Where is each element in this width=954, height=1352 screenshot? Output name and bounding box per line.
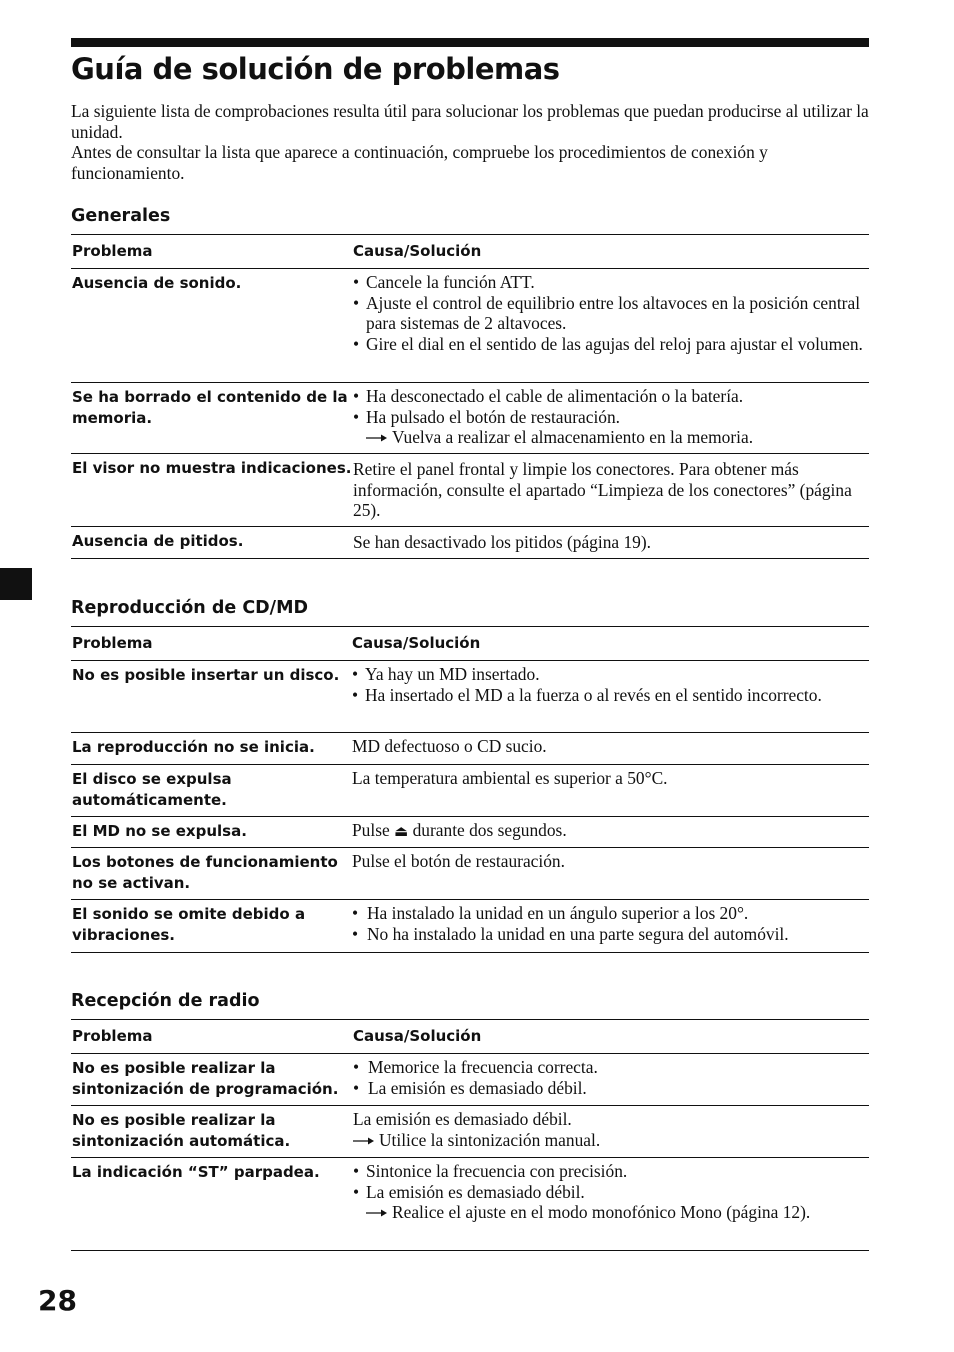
page-number: 28 (38, 1284, 77, 1317)
arrow-text: Realice el ajuste en el modo monofónico Mono (página 12). (392, 1202, 811, 1222)
problem-cell: Ausencia de sonido. (72, 274, 242, 292)
solution-cell (352, 817, 869, 847)
solution-bullet: • Sintonice la frecuencia con precisión. (353, 1161, 869, 1182)
solution-cell: Se han desactivado los pitidos (página 19). (353, 532, 651, 552)
solution-arrow-line (353, 1202, 869, 1223)
solution-bullet: • Ha pulsado el botón de restauración. (353, 407, 869, 428)
solution-bullet: • La emisión es demasiado débil. (353, 1182, 869, 1203)
table-row (71, 1158, 869, 1251)
section-title: Recepción de radio (71, 991, 260, 1011)
header-solution: Causa/Solución (353, 1027, 482, 1045)
solution-bullet: • Ha instalado la unidad en un ángulo superior a los 20°. (352, 903, 869, 924)
problem-cell: El sonido se omite debido a vibraciones. (72, 905, 306, 944)
problem-cell: El disco se expulsa automáticamente. (72, 770, 232, 809)
table-row (71, 383, 869, 454)
problem-cell: No es posible insertar un disco. (72, 666, 340, 684)
problem-cell: Los botones de funcionamiento no se activan. (72, 853, 338, 892)
arrow-text: Vuelva a realizar el almacenamiento en la memoria. (392, 427, 754, 447)
table-header-row (71, 627, 869, 661)
problem-cell: La indicación “ST” parpadea. (72, 1163, 320, 1181)
solution-bullet: • Cancele la función ATT. (353, 272, 869, 293)
solution-arrow-line (353, 427, 869, 448)
solution-text: La emisión es demasiado débil. (353, 1109, 572, 1129)
header-solution: Causa/Solución (352, 634, 481, 652)
solution-bullet: • Ajuste el control de equilibrio entre los altavoces en la posición central para sistemas de 2 altavoces. (353, 293, 869, 334)
table-header-row (71, 1020, 869, 1054)
solution-arrow-line (353, 1130, 869, 1151)
header-problem: Problema (72, 1027, 153, 1045)
solution-cell (353, 1106, 869, 1157)
table-row (71, 765, 869, 817)
header-problem: Problema (72, 242, 153, 260)
solution-cell: MD defectuoso o CD sucio. (352, 736, 547, 756)
troubleshooting-table (71, 234, 869, 559)
table-row (71, 848, 869, 900)
page-title: Guía de solución de problemas (71, 52, 560, 86)
section-reproduccion (71, 597, 869, 953)
solution-cell: La temperatura ambiental es superior a 50°C. (352, 768, 668, 788)
solution-bullet: • Gire el dial en el sentido de las agujas del reloj para ajustar el volumen. (353, 334, 869, 355)
right-arrow-icon (366, 1202, 392, 1223)
table-row (71, 1106, 869, 1158)
problem-cell: El visor no muestra indicaciones. (72, 459, 352, 477)
table-row (71, 733, 869, 765)
table-row (71, 900, 869, 953)
solution-cell (353, 1158, 869, 1250)
troubleshooting-table (71, 626, 869, 953)
arrow-text: Utilice la sintonización manual. (379, 1129, 601, 1150)
solution-bullet: • Ya hay un MD insertado. (352, 664, 869, 685)
solution-bullet: • Ha desconectado el cable de alimentación o la batería. (353, 386, 869, 407)
problem-cell: La reproducción no se inicia. (72, 738, 315, 756)
table-row (71, 454, 869, 527)
table-row (71, 661, 869, 733)
table-row (71, 527, 869, 559)
solution-text: durante dos segundos. (412, 820, 567, 840)
table-row (71, 269, 869, 383)
header-problem: Problema (72, 634, 153, 652)
intro-paragraph: Antes de consultar la lista que aparece a continuación, compruebe los procedimientos de conexión y funcionamiento. (71, 142, 768, 183)
top-rule (71, 38, 869, 47)
problem-cell: Ausencia de pitidos. (72, 532, 244, 550)
solution-cell: Retire el panel frontal y limpie los conectores. Para obtener más información, consulte el apartado “Limpieza de los conectores” (página 25). (353, 459, 852, 520)
solution-cell (353, 383, 869, 453)
intro-paragraph: La siguiente lista de comprobaciones resulta útil para solucionar los problemas que puedan producirse al utilizar la unidad. (71, 101, 869, 142)
solution-cell (353, 269, 869, 382)
problem-cell: No es posible realizar la sintonización automática. (72, 1111, 291, 1150)
problem-cell: Se ha borrado el contenido de la memoria. (72, 388, 348, 427)
solution-bullet: • La emisión es demasiado débil. (353, 1078, 869, 1099)
solution-bullet: • Memorice la frecuencia correcta. (353, 1057, 869, 1078)
solution-cell: Pulse el botón de restauración. (352, 851, 565, 871)
header-solution: Causa/Solución (353, 242, 482, 260)
problem-cell: No es posible realizar la sintonización de programación. (72, 1059, 339, 1098)
intro-text (71, 101, 871, 183)
solution-cell (353, 1054, 869, 1105)
eject-icon: ⏏ (394, 822, 409, 840)
section-title: Reproducción de CD/MD (71, 598, 309, 618)
section-title: Generales (71, 206, 171, 226)
solution-bullet: • Ha insertado el MD a la fuerza o al revés en el sentido incorrecto. (352, 685, 869, 706)
right-arrow-icon (353, 1130, 379, 1151)
table-row (71, 817, 869, 848)
section-generales (71, 205, 869, 559)
table-row (71, 1054, 869, 1106)
solution-bullet: • No ha instalado la unidad en una parte segura del automóvil. (352, 924, 869, 945)
solution-text: Pulse (352, 820, 390, 840)
solution-cell (352, 900, 869, 952)
problem-cell: El MD no se expulsa. (72, 822, 247, 840)
troubleshooting-table (71, 1019, 869, 1251)
chapter-tab-marker (0, 568, 32, 600)
solution-cell (352, 661, 869, 732)
table-header-row (71, 235, 869, 269)
right-arrow-icon (366, 427, 392, 448)
section-recepcion-radio (71, 990, 869, 1251)
